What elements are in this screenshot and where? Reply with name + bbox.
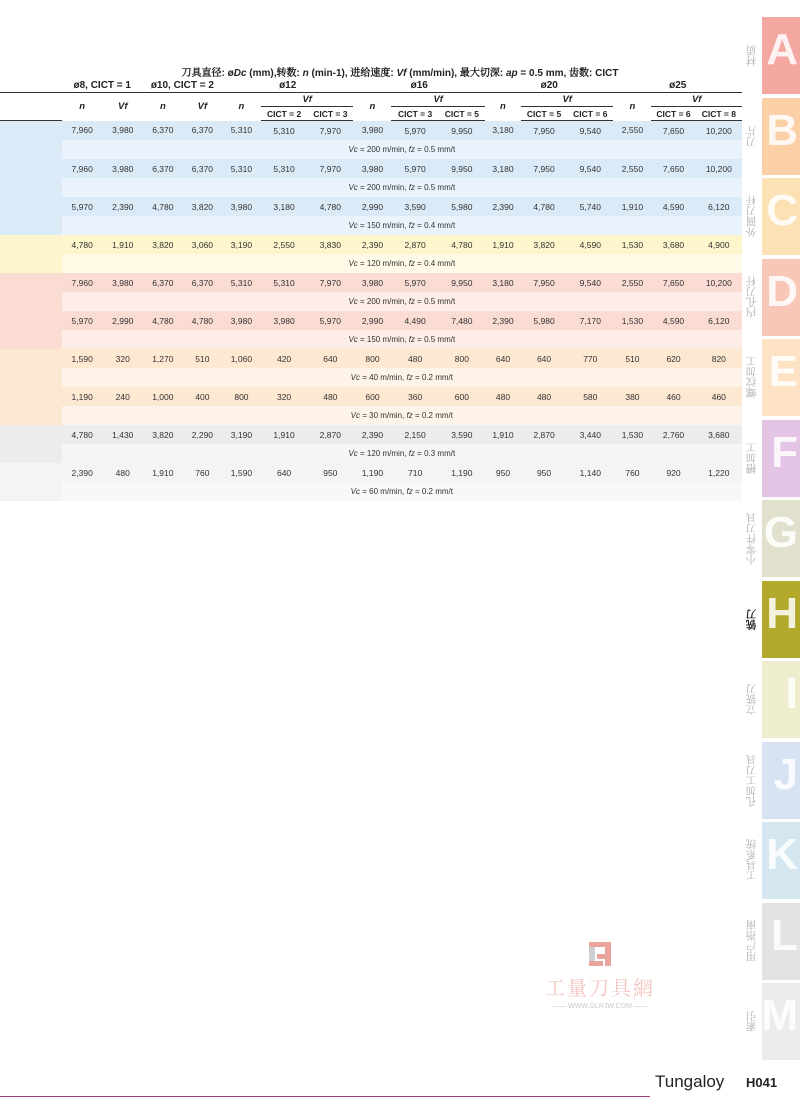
material-swatch <box>0 330 62 349</box>
table-cell: 1,530 <box>621 429 644 440</box>
vf-header: Vf <box>391 93 485 107</box>
cict-header: CICT = 5 <box>521 107 567 121</box>
table-row <box>0 197 742 216</box>
section-tab-label[interactable]: 槽加工 <box>745 442 758 474</box>
cutting-condition-row <box>0 216 742 235</box>
cutting-condition-row <box>0 330 742 349</box>
table-cell: 7,650 <box>662 125 685 136</box>
table-cell: 4,780 <box>71 239 93 250</box>
table-cell: 420 <box>276 353 292 364</box>
table-cell: 2,290 <box>191 429 214 440</box>
table-cell: 2,390 <box>492 201 514 212</box>
table-cell: 4,590 <box>662 201 685 212</box>
material-swatch <box>0 368 62 387</box>
n-header: n <box>79 101 86 113</box>
table-cell: 5,970 <box>404 125 426 136</box>
cutting-condition: Vc = 120 m/min, fz = 0.4 mm/t <box>348 259 456 268</box>
table-cell: 1,140 <box>579 467 601 478</box>
table-cell: 1,270 <box>152 353 174 364</box>
table-cell: 2,390 <box>361 239 384 250</box>
cutting-condition-row <box>0 406 742 425</box>
table-cell: 7,970 <box>319 277 341 288</box>
table-cell: 950 <box>536 467 552 478</box>
section-tab-letter: E <box>768 347 798 396</box>
n-header: n <box>369 101 376 113</box>
table-cell: 7,970 <box>319 163 341 174</box>
table-cell: 1,430 <box>112 429 134 440</box>
table-cell: 6,370 <box>152 277 174 288</box>
table-cell: 1,910 <box>621 201 644 212</box>
table-cell: 600 <box>454 391 469 402</box>
section-tab-label[interactable]: 立铣刀 <box>745 683 758 716</box>
table-cell: 5,310 <box>230 277 253 288</box>
watermark <box>520 940 680 1020</box>
table-cell: 4,780 <box>152 201 174 212</box>
table-cell: 3,680 <box>662 239 685 250</box>
cict-header: CICT = 6 <box>651 107 695 121</box>
page-number: H041 <box>746 1075 778 1090</box>
table-cell: 6,370 <box>191 163 214 174</box>
material-swatch <box>0 482 62 501</box>
table-cell: 7,480 <box>451 315 473 326</box>
table-cell: 2,760 <box>662 429 685 440</box>
cict-header: CICT = 8 <box>696 107 742 121</box>
section-tab-label[interactable]: 用户指南 <box>745 920 758 962</box>
table-cell: 480 <box>408 353 423 364</box>
material-swatch <box>0 178 62 197</box>
footer-rule <box>0 1096 650 1097</box>
section-tab-letter: D <box>766 266 798 316</box>
table-cell: 800 <box>234 391 249 402</box>
cutting-condition-row <box>0 140 742 159</box>
table-cell: 950 <box>323 467 338 478</box>
section-tab-letter: M <box>761 991 798 1040</box>
cutting-condition-row <box>0 368 742 387</box>
cutting-condition-row <box>0 178 742 197</box>
table-cell: 2,390 <box>492 315 514 326</box>
section-tab-letter: H <box>766 588 798 638</box>
table-cell: 640 <box>276 467 292 478</box>
section-tab-c[interactable] <box>762 178 800 255</box>
diameter-header: ø12 <box>222 79 354 93</box>
table-cell: 4,780 <box>191 315 214 326</box>
table-cell: 10,200 <box>705 163 732 174</box>
cutting-condition-row <box>0 444 742 463</box>
table-cell: 4,900 <box>708 239 730 250</box>
cutting-condition-row <box>0 292 742 311</box>
table-cell: 6,120 <box>708 315 730 326</box>
cutting-condition: Vc = 150 m/min, fz = 0.5 mm/t <box>348 335 456 344</box>
table-cell: 3,820 <box>191 201 214 212</box>
table-cell: 800 <box>365 353 380 364</box>
n-header: n <box>629 101 636 113</box>
table-cell: 1,190 <box>71 391 93 402</box>
material-swatch <box>0 140 62 159</box>
table-cell: 2,550 <box>273 239 295 250</box>
cutting-condition: Vc = 30 m/min, fz = 0.2 mm/t <box>350 411 453 420</box>
table-row <box>0 425 742 444</box>
table-cell: 510 <box>195 353 210 364</box>
table-cell: 7,950 <box>533 277 555 288</box>
table-cell: 460 <box>711 391 726 402</box>
section-tab-letter: B <box>766 105 798 155</box>
section-tab-label[interactable]: 螺纹加工 <box>745 356 758 399</box>
table-cell: 4,590 <box>579 239 601 250</box>
table-cell: 10,200 <box>705 125 732 136</box>
table-cell: 3,180 <box>492 277 514 288</box>
cict-header: CICT = 5 <box>439 107 485 121</box>
section-tab-d[interactable] <box>762 259 800 336</box>
cutting-condition: Vc = 200 m/min, fz = 0.5 mm/t <box>348 297 456 306</box>
table-cell: 7,950 <box>533 125 555 136</box>
table-cell: 4,490 <box>404 315 426 326</box>
cutting-condition-row <box>0 482 742 501</box>
table-cell: 1,910 <box>492 429 514 440</box>
table-cell: 4,780 <box>451 239 473 250</box>
material-swatch <box>0 406 62 425</box>
table-cell: 510 <box>625 353 640 364</box>
n-header: n <box>159 101 166 113</box>
table-cell: 620 <box>666 353 681 364</box>
table-cell: 4,780 <box>533 201 555 212</box>
table-cell: 6,370 <box>152 163 174 174</box>
table-cell: 380 <box>625 391 640 402</box>
section-tab-letter: A <box>766 25 798 74</box>
table-cell: 9,540 <box>579 125 601 136</box>
table-cell: 640 <box>323 353 338 364</box>
table-cell: 1,910 <box>152 467 174 478</box>
table-cell: 1,060 <box>230 353 253 364</box>
table-cell: 820 <box>711 353 726 364</box>
table-cell: 4,590 <box>662 315 685 326</box>
table-cell: 3,590 <box>404 201 426 212</box>
table-cell: 4,780 <box>71 429 93 440</box>
cutting-condition: Vc = 40 m/min, fz = 0.2 mm/t <box>350 373 453 382</box>
table-cell: 1,590 <box>230 467 253 478</box>
diameter-header: ø20 <box>485 79 613 93</box>
table-cell: 320 <box>115 353 130 364</box>
table-cell: 7,970 <box>319 125 341 136</box>
section-tab-a[interactable] <box>762 17 800 94</box>
table-row <box>0 159 742 178</box>
table-cell: 2,990 <box>361 315 384 326</box>
section-tab-g[interactable] <box>762 500 800 577</box>
table-cell: 2,990 <box>361 201 384 212</box>
cutting-condition: Vc = 150 m/min, fz = 0.4 mm/t <box>348 221 456 230</box>
table-cell: 580 <box>583 391 598 402</box>
section-tab-label[interactable]: 孔加工刀具 <box>745 753 758 807</box>
section-tab-label[interactable]: 工具系统 <box>745 839 758 882</box>
section-tab-label[interactable]: 小零件刀具 <box>745 512 758 565</box>
section-tab-e[interactable] <box>762 339 800 416</box>
material-swatch <box>0 273 62 292</box>
material-swatch <box>0 292 62 311</box>
table-cell: 5,310 <box>230 125 253 136</box>
section-tab-letter: F <box>771 427 798 477</box>
table-cell: 5,310 <box>230 163 253 174</box>
material-swatch <box>0 463 62 482</box>
vf-header: Vf <box>197 101 208 113</box>
table-cell: 3,980 <box>361 163 384 174</box>
table-cell: 3,060 <box>191 239 214 250</box>
table-cell: 7,960 <box>71 125 93 136</box>
section-tab-label[interactable]: 材质 <box>745 45 758 66</box>
section-tab-i[interactable] <box>762 661 800 738</box>
table-cell: 4,780 <box>152 315 174 326</box>
table-row <box>0 349 742 368</box>
corner-cell <box>0 107 62 121</box>
table-cell: 3,680 <box>708 429 730 440</box>
table-cell: 3,820 <box>533 239 555 250</box>
material-swatch <box>0 121 62 141</box>
table-cell: 460 <box>666 391 681 402</box>
table-cell: 760 <box>625 467 640 478</box>
table-cell: 640 <box>495 353 511 364</box>
table-cell: 5,310 <box>273 163 295 174</box>
material-swatch <box>0 349 62 368</box>
table-cell: 9,540 <box>579 277 601 288</box>
section-tab-b[interactable] <box>762 98 800 175</box>
table-row <box>0 273 742 292</box>
table-cell: 770 <box>583 353 598 364</box>
table-cell: 6,370 <box>152 125 174 136</box>
table-cell: 240 <box>115 391 130 402</box>
section-tab-letter: K <box>766 830 798 879</box>
n-header: n <box>500 101 506 113</box>
table-cell: 2,550 <box>621 125 644 136</box>
section-tab-label[interactable]: 刀片 <box>745 125 758 147</box>
cutting-condition: Vc = 200 m/min, fz = 0.5 mm/t <box>348 183 456 192</box>
table-cell: 1,220 <box>708 467 730 478</box>
table-cell: 480 <box>323 391 338 402</box>
table-cell: 1,590 <box>71 353 93 364</box>
material-swatch <box>0 197 62 216</box>
table-cell: 920 <box>666 467 681 478</box>
table-cell: 800 <box>454 353 469 364</box>
section-tab-k[interactable] <box>762 822 800 899</box>
table-cell: 3,980 <box>230 315 253 326</box>
section-tab-label[interactable]: 内孔刀杆 <box>745 276 758 318</box>
table-cell: 7,170 <box>579 315 601 326</box>
table-cell: 3,180 <box>492 163 514 174</box>
table-cell: 6,370 <box>191 125 214 136</box>
section-tab-letter: L <box>771 910 798 960</box>
table-cell: 5,970 <box>404 163 426 174</box>
material-swatch <box>0 159 62 178</box>
corner-cell <box>0 79 62 93</box>
watermark-url: —— WWW.GLRJW.COM —— <box>552 1003 648 1010</box>
table-cell: 3,180 <box>273 201 295 212</box>
watermark-logo-icon <box>587 940 613 968</box>
table-cell: 9,950 <box>451 163 473 174</box>
material-swatch <box>0 425 62 444</box>
table-cell: 3,980 <box>112 163 134 174</box>
table-cell: 360 <box>408 391 423 402</box>
table-cell: 2,390 <box>361 429 384 440</box>
table-cell: 3,820 <box>152 239 174 250</box>
table-cell: 760 <box>195 467 210 478</box>
table-cell: 1,910 <box>273 429 295 440</box>
table-cell: 1,530 <box>621 239 644 250</box>
vf-header: Vf <box>118 101 128 113</box>
table-cell: 480 <box>536 391 552 402</box>
table-cell: 480 <box>115 467 130 478</box>
material-swatch <box>0 387 62 406</box>
table-cell: 9,540 <box>579 163 601 174</box>
n-header: n <box>238 101 245 113</box>
table-cell: 3,440 <box>579 429 601 440</box>
table-cell: 5,980 <box>533 315 555 326</box>
table-cell: 3,590 <box>451 429 473 440</box>
table-cell: 3,190 <box>230 239 253 250</box>
table-cell: 5,310 <box>273 125 295 136</box>
section-tab-j[interactable] <box>762 742 800 819</box>
table-cell: 3,180 <box>492 125 514 136</box>
section-tab-h[interactable] <box>762 581 800 658</box>
section-tab-label[interactable]: 索引 <box>745 1011 758 1032</box>
table-cell: 6,120 <box>708 201 730 212</box>
vf-header: Vf <box>521 93 614 107</box>
section-tab-m[interactable] <box>762 983 800 1060</box>
cutting-data-table <box>0 79 742 501</box>
table-cell: 2,990 <box>112 315 134 326</box>
diameter-header: ø8, CICT = 1 <box>62 79 143 93</box>
corner-cell <box>0 93 62 107</box>
cict-header: CICT = 3 <box>307 107 353 121</box>
section-tab-label[interactable]: 外圆刀杆 <box>745 195 758 238</box>
table-cell: 2,870 <box>404 239 426 250</box>
table-cell: 7,650 <box>662 163 685 174</box>
table-cell: 480 <box>495 391 511 402</box>
table-cell: 7,960 <box>71 277 93 288</box>
table-cell: 2,550 <box>621 163 644 174</box>
cict-header: CICT = 2 <box>261 107 307 121</box>
table-cell: 5,970 <box>404 277 426 288</box>
table-row <box>0 121 742 141</box>
table-cell: 9,950 <box>451 277 473 288</box>
table-cell: 950 <box>495 467 511 478</box>
table-cell: 1,000 <box>152 391 174 402</box>
table-cell: 7,950 <box>533 163 555 174</box>
table-cell: 2,870 <box>533 429 555 440</box>
table-cell: 7,960 <box>71 163 93 174</box>
section-tab-letter: J <box>773 749 798 799</box>
table-cell: 5,310 <box>273 277 295 288</box>
section-tab-letter: I <box>785 669 798 718</box>
table-cell: 5,970 <box>319 315 341 326</box>
table-cell: 3,980 <box>112 125 134 136</box>
material-swatch <box>0 311 62 330</box>
section-tab-label[interactable]: 铣刀 <box>745 608 758 630</box>
table-cell: 4,780 <box>319 201 341 212</box>
table-cell: 5,980 <box>451 201 473 212</box>
table-cell: 10,200 <box>705 277 732 288</box>
table-cell: 600 <box>365 391 380 402</box>
table-row <box>0 235 742 254</box>
table-cell: 1,910 <box>492 239 514 250</box>
table-cell: 2,550 <box>621 277 644 288</box>
table-cell: 1,910 <box>112 239 134 250</box>
table-cell: 320 <box>276 391 292 402</box>
table-cell: 3,980 <box>361 277 384 288</box>
section-tab-letter: C <box>766 186 798 235</box>
table-cell: 2,390 <box>112 201 134 212</box>
material-swatch <box>0 235 62 254</box>
table-cell: 3,980 <box>230 201 253 212</box>
table-cell: 5,970 <box>71 315 93 326</box>
material-swatch <box>0 254 62 273</box>
diameter-header: ø16 <box>353 79 485 93</box>
table-cell: 1,190 <box>451 467 473 478</box>
section-tab-f[interactable] <box>762 420 800 497</box>
cict-header: CICT = 3 <box>391 107 438 121</box>
section-tab-letter: G <box>763 508 798 557</box>
table-cell: 710 <box>408 467 423 478</box>
diameter-header: ø25 <box>613 79 742 93</box>
table-body <box>0 121 742 502</box>
table-cell: 640 <box>536 353 552 364</box>
cutting-condition: Vc = 120 m/min, fz = 0.3 mm/t <box>348 449 456 458</box>
table-cell: 3,830 <box>319 239 341 250</box>
watermark-name: 工量刀具網 <box>545 978 655 1000</box>
table-row <box>0 387 742 406</box>
table-cell: 1,190 <box>361 467 384 478</box>
table-cell: 5,740 <box>579 201 601 212</box>
cutting-condition-row <box>0 254 742 273</box>
cutting-condition: Vc = 200 m/min, fz = 0.5 mm/t <box>348 145 456 154</box>
table-cell: 2,150 <box>404 429 426 440</box>
table-cell: 1,530 <box>621 315 644 326</box>
table-cell: 9,950 <box>451 125 473 136</box>
table-caption: 刀具直径: øDc (mm),转数: n (min-1), 进给速度: Vf (mm/min), 最大切深: ap = 0.5 mm, 齿数: CICT <box>181 68 619 79</box>
table-cell: 3,980 <box>273 315 295 326</box>
table-cell: 3,980 <box>361 125 384 136</box>
vf-header: Vf <box>651 93 742 107</box>
table-cell: 5,970 <box>71 201 93 212</box>
table-cell: 7,650 <box>662 277 685 288</box>
section-tab-l[interactable] <box>762 903 800 980</box>
table-row <box>0 463 742 482</box>
table-cell: 6,370 <box>191 277 214 288</box>
table-cell: 400 <box>195 391 210 402</box>
brand-name: Tungaloy <box>655 1072 725 1091</box>
vf-header: Vf <box>261 93 354 107</box>
material-swatch <box>0 444 62 463</box>
material-swatch <box>0 216 62 235</box>
table-cell: 2,870 <box>319 429 341 440</box>
table-cell: 3,820 <box>152 429 174 440</box>
cutting-condition: Vc = 60 m/min, fz = 0.2 mm/t <box>350 487 453 496</box>
table-cell: 3,190 <box>230 429 253 440</box>
table-row <box>0 311 742 330</box>
table-cell: 3,980 <box>112 277 134 288</box>
diameter-header: ø10, CICT = 2 <box>143 79 222 93</box>
cict-header: CICT = 6 <box>567 107 613 121</box>
table-cell: 2,390 <box>71 467 93 478</box>
